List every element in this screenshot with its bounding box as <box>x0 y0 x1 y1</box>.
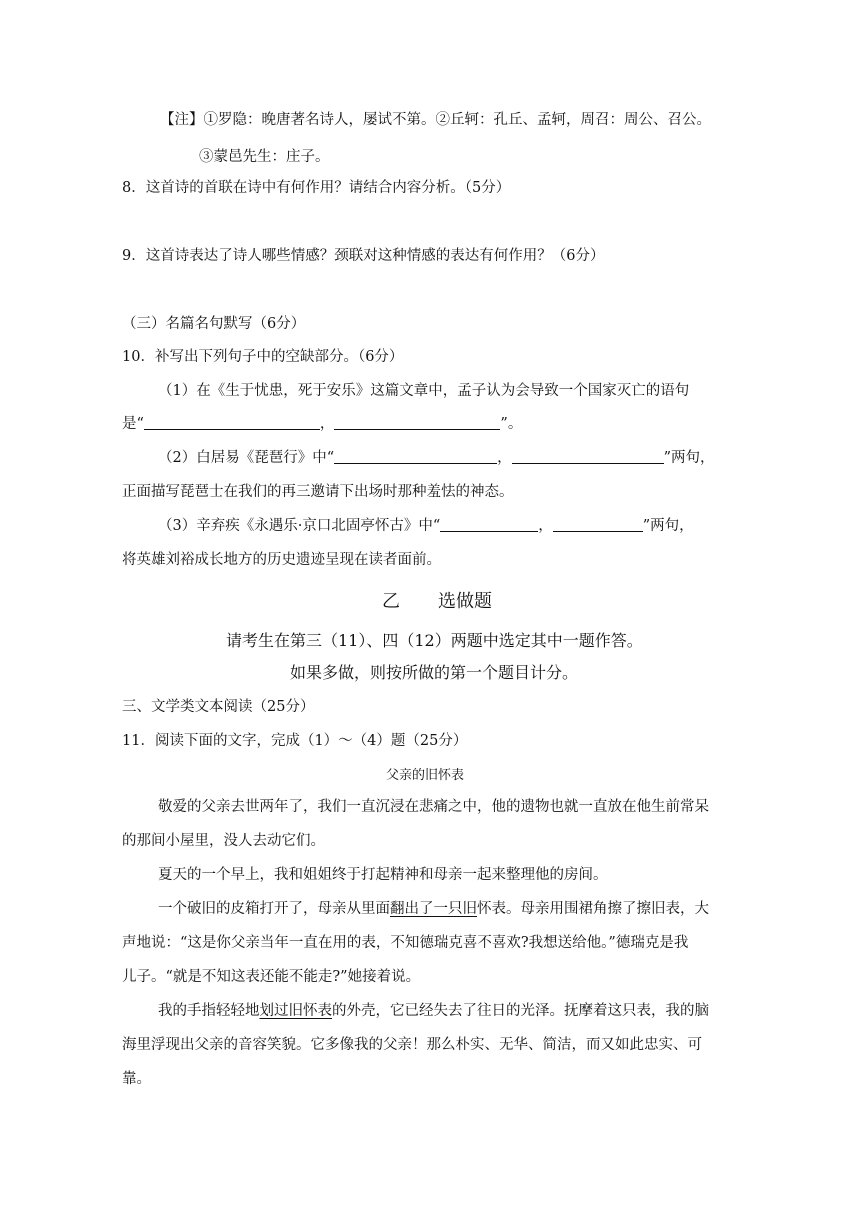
question-10-item-3-cont: 将英雄刘裕成长地方的历史遗迹呈现在读者面前。 <box>122 552 441 568</box>
answer-blank[interactable] <box>512 449 664 464</box>
part-b-instruction-1: 请考生在第三（11）、四（12）两题中选定其中一题作答。 <box>226 631 643 650</box>
story-paragraph-3-cont-2: 儿子。“就是不知这表还能不能走?”她接着说。 <box>122 969 421 985</box>
question-9: 9．这首诗表达了诗人哪些情感？颈联对这种情感的表达有何作用？（6分） <box>122 248 605 264</box>
text-run: 怀表。母亲用围裙角擦了擦旧表，大 <box>477 901 709 917</box>
question-10-item-2 <box>158 448 715 468</box>
item-3-prefix: （3）辛弃疾《永遇乐·京口北固亭怀古》中“ <box>158 518 441 534</box>
answer-blank[interactable] <box>440 517 538 532</box>
part-b-letter: 乙 <box>382 591 400 612</box>
question-10-item-1-blanks <box>122 414 522 434</box>
comma: ， <box>319 416 335 432</box>
text-run: 一个破旧的皮箱打开了，母亲从里面 <box>158 901 390 917</box>
story-paragraph-3 <box>158 899 709 919</box>
answer-blank[interactable] <box>144 415 320 430</box>
underlined-text: 翻出了一只旧 <box>390 901 477 917</box>
question-8: 8．这首诗的首联在诗中有何作用？请结合内容分析。（5分） <box>122 180 511 196</box>
question-10-title: 10．补写出下列句子中的空缺部分。（6分） <box>122 349 404 365</box>
part-b-title: 选做题 <box>438 591 492 612</box>
question-10-item-2-cont: 正面描写琵琶士在我们的再三邀请下出场时那种羞怯的神态。 <box>122 484 514 500</box>
text-run: 我的手指轻轻地 <box>158 1003 260 1019</box>
quote-close: ”。 <box>500 416 523 432</box>
comma: ， <box>497 450 512 466</box>
story-paragraph-4-cont-2: 靠。 <box>122 1071 151 1087</box>
item-3-suffix: ”两句， <box>642 518 694 534</box>
note-line-1: 【注】①罗隐：晚唐著名诗人，屡试不第。②丘轲：孔丘、孟轲，周召：周公、召公。 <box>160 112 711 128</box>
part-b-heading <box>382 590 492 614</box>
answer-blank[interactable] <box>334 449 497 464</box>
question-10-item-1: （1）在《生于忧患，死于安乐》这篇文章中，孟子认为会导致一个国家灭亡的语句 <box>158 383 690 399</box>
item-2-suffix: ”两句， <box>663 450 715 466</box>
question-10-item-3 <box>158 516 694 536</box>
story-paragraph-3-cont-1: 声地说：“这是你父亲当年一直在用的表，不知德瑞克喜不喜欢?我想送给他。”德瑞克是我 <box>122 935 689 951</box>
text-run: 的外壳，它已经失去了往日的光泽。抚摩着这只表，我的脑 <box>332 1003 709 1019</box>
story-title: 父亲的旧怀表 <box>386 768 465 783</box>
story-paragraph-2: 夏天的一个早上，我和姐姐终于打起精神和母亲一起来整理他的房间。 <box>158 867 608 883</box>
section-heading-3: （三）名篇名句默写（6分） <box>122 316 306 332</box>
item-2-prefix: （2）白居易《琵琶行》中“ <box>158 450 335 466</box>
answer-blank[interactable] <box>553 517 643 532</box>
section-heading-iii: 三、文学类文本阅读（25分） <box>122 699 315 715</box>
story-paragraph-1-cont: 的那间小屋里，没人去动它们。 <box>122 833 325 849</box>
story-paragraph-1: 敬爱的父亲去世两年了，我们一直沉浸在悲痛之中，他的遗物也就一直放在他生前常呆 <box>158 799 709 815</box>
story-paragraph-4-cont-1: 海里浮现出父亲的音容笑貌。它多像我的父亲！那么朴实、无华、简洁，而又如此忠实、可 <box>122 1037 702 1053</box>
quote-open: 是“ <box>122 416 144 432</box>
note-line-2: ③蒙邑先生：庄子。 <box>199 149 330 165</box>
answer-blank[interactable] <box>334 415 500 430</box>
story-paragraph-4 <box>158 1001 709 1021</box>
underlined-text: 划过旧怀表 <box>259 1003 332 1019</box>
part-b-instruction-2: 如果多做，则按所做的第一个题目计分。 <box>290 663 579 682</box>
question-11: 11．阅读下面的文字，完成（1）～（4）题（25分） <box>122 733 468 749</box>
comma: ， <box>538 518 553 534</box>
